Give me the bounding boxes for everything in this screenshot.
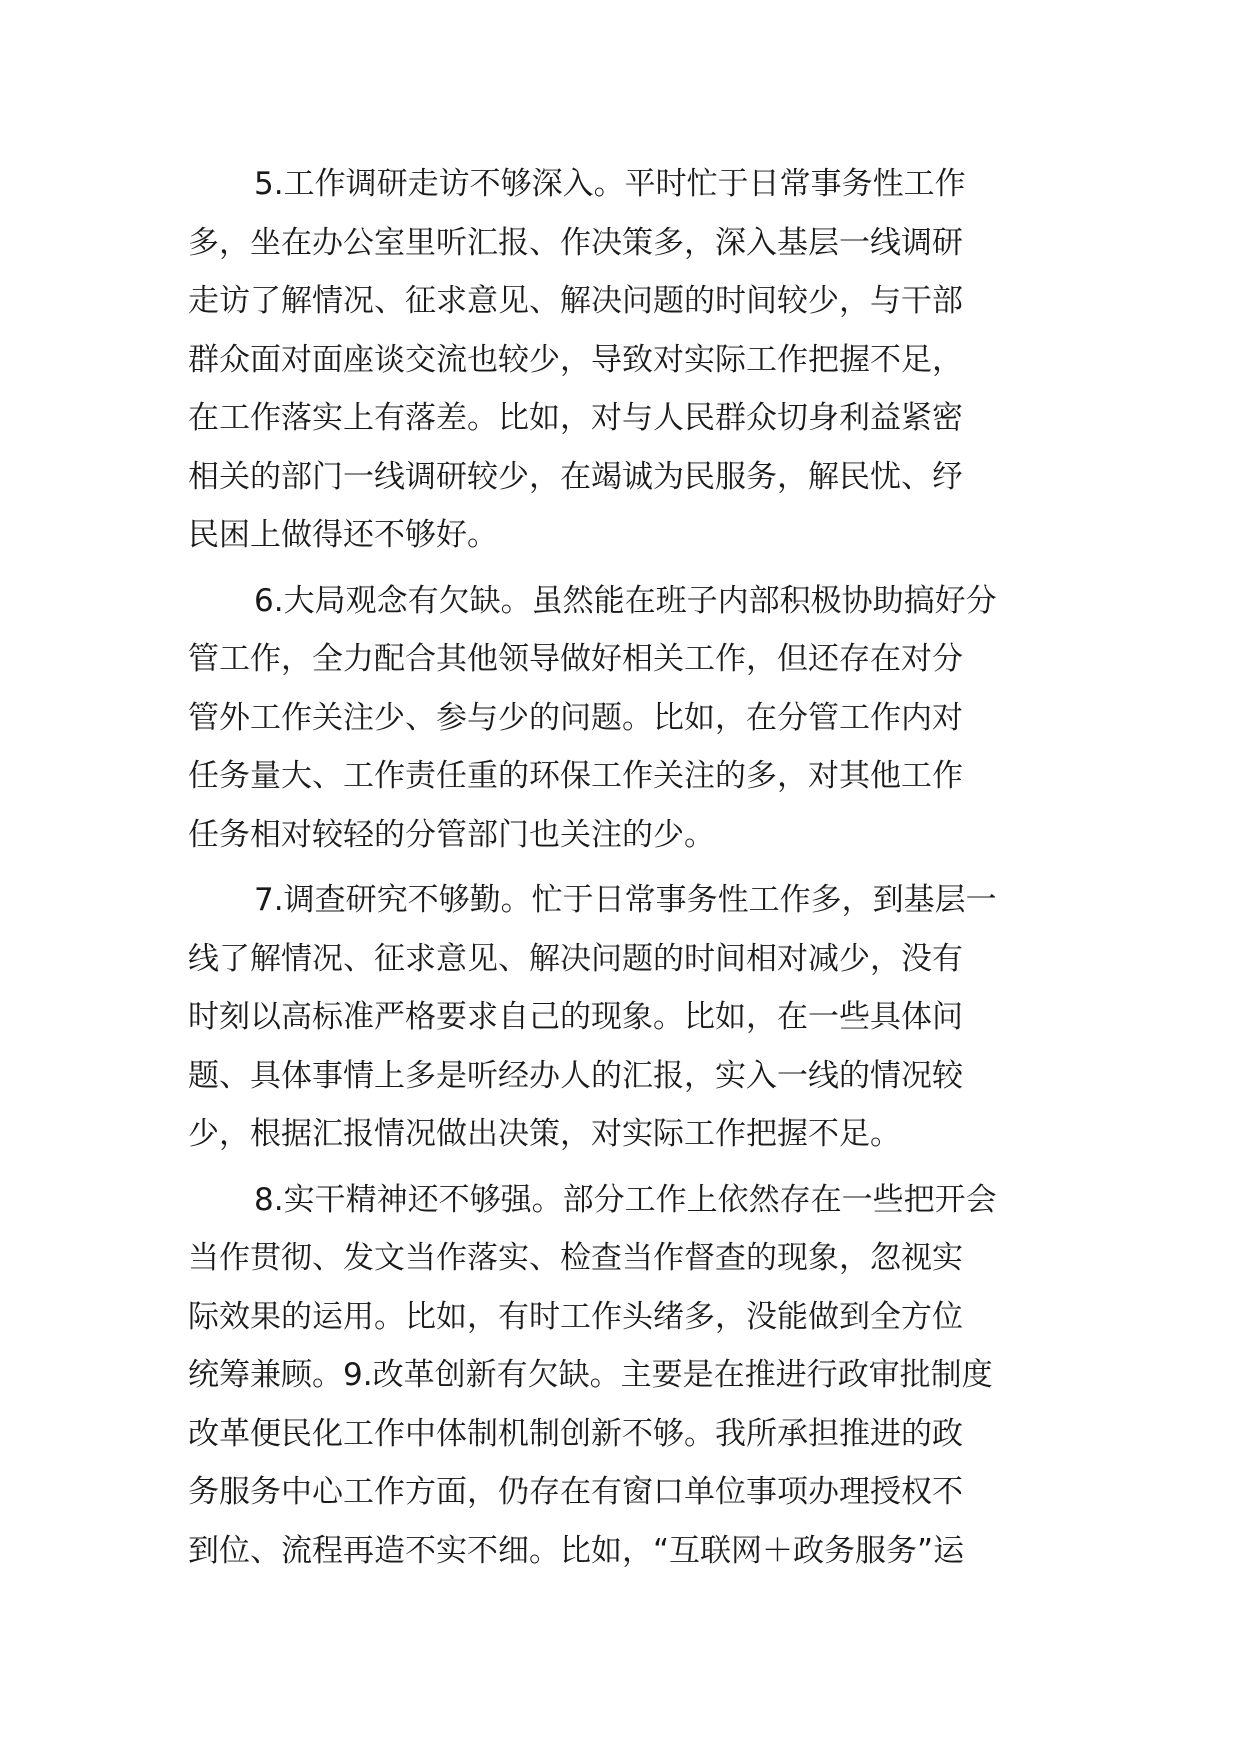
text-line: 8.实干精神还不够强。部分工作上依然存在一些把开会 bbox=[254, 1181, 997, 1218]
text-line: 管工作，全力配合其他领导做好相关工作，但还存在对分 bbox=[188, 641, 963, 677]
text-line: 相关的部门一线调研较少，在竭诚为民服务，解民忧、纾 bbox=[188, 458, 963, 495]
text-line: 少，根据汇报情况做出决策，对实际工作把握不足。 bbox=[188, 1116, 901, 1152]
text-line: 7.调查研究不够勤。忙于日常事务性工作多，到基层一 bbox=[254, 882, 997, 918]
paragraph-8 bbox=[188, 1171, 1054, 1581]
text-line: 民困上做得还不够好。 bbox=[188, 517, 498, 553]
text-line: 统筹兼顾。9.改革创新有欠缺。主要是在推进行政审批制度 bbox=[188, 1357, 993, 1393]
text-line: 任务量大、工作责任重的环保工作关注的多，对其他工作 bbox=[188, 758, 963, 794]
text-line: 管外工作关注少、参与少的问题。比如，在分管工作内对 bbox=[188, 699, 963, 736]
text-line: 题、具体事情上多是听经办人的汇报，实入一线的情况较 bbox=[188, 1057, 963, 1094]
text-line: 多，坐在办公室里听汇报、作决策多，深入基层一线调研 bbox=[188, 224, 963, 261]
paragraph-gap bbox=[188, 1164, 1054, 1171]
text-line: 当作贯彻、发文当作落实、检查当作督查的现象，忽视实 bbox=[188, 1240, 963, 1276]
paragraph-gap bbox=[188, 565, 1054, 572]
paragraph-5 bbox=[188, 155, 1054, 565]
text-line: 务服务中心工作方面，仍存在有窗口单位事项办理授权不 bbox=[188, 1474, 963, 1510]
text-line: 群众面对面座谈交流也较少，导致对实际工作把握不足， bbox=[188, 341, 963, 378]
text-line: 走访了解情况、征求意见、解决问题的时间较少，与干部 bbox=[188, 283, 963, 319]
text-line: 时刻以高标准严格要求自己的现象。比如，在一些具体问 bbox=[188, 999, 963, 1035]
text-line: 际效果的运用。比如，有时工作头绪多，没能做到全方位 bbox=[188, 1298, 963, 1335]
text-line: 在工作落实上有落差。比如，对与人民群众切身利益紧密 bbox=[188, 400, 963, 436]
text-line: 到位、流程再造不实不细。比如，“互联网＋政务服务”运 bbox=[188, 1532, 965, 1569]
text-line: 5.工作调研走访不够深入。平时忙于日常事务性工作 bbox=[254, 166, 966, 202]
paragraph-6 bbox=[188, 572, 1054, 865]
text-line: 任务相对较轻的分管部门也关注的少。 bbox=[188, 816, 715, 853]
text-line: 线了解情况、征求意见、解决问题的时间相对减少，没有 bbox=[188, 940, 963, 977]
text-line: 改革便民化工作中体制机制创新不够。我所承担推进的政 bbox=[188, 1415, 963, 1452]
document-body bbox=[188, 155, 1054, 1580]
text-line: 6.大局观念有欠缺。虽然能在班子内部积极协助搞好分 bbox=[254, 582, 997, 619]
paragraph-7 bbox=[188, 871, 1054, 1164]
paragraph-gap bbox=[188, 864, 1054, 871]
